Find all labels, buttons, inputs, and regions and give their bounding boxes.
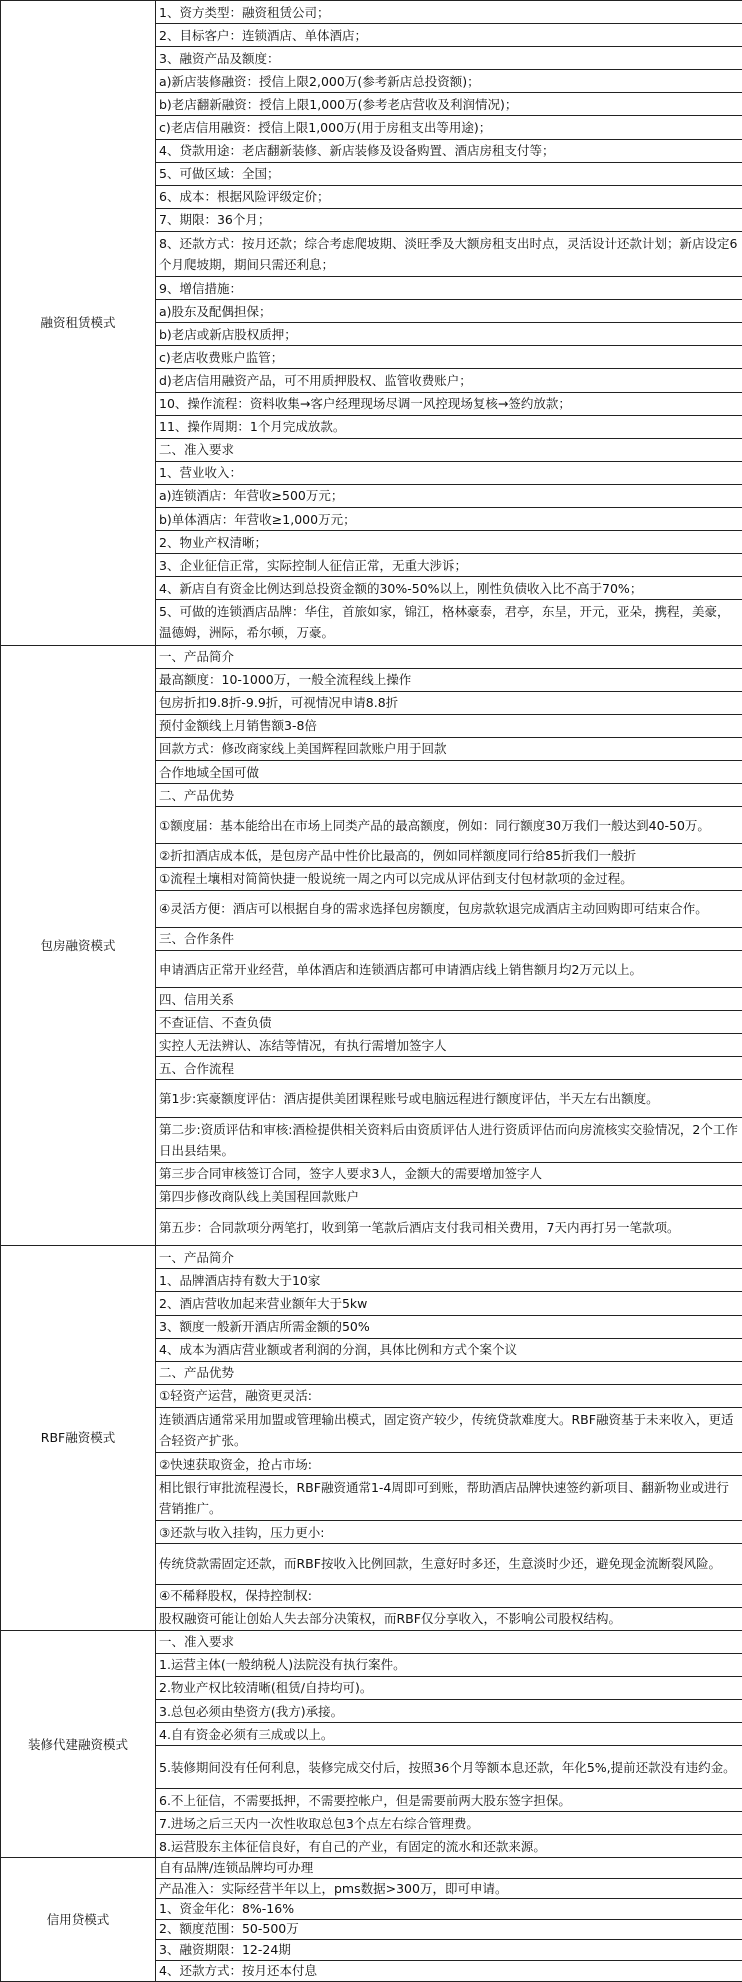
detail-line: 第五步：合同款项分两笔打，收到第一笔款后酒店支付我司相关费用，7天内再打另一笔款项。 bbox=[156, 1209, 742, 1246]
category-cell: 包房融资模式 bbox=[1, 645, 156, 1246]
detail-line: 1.运营主体(一般纳税人)法院没有执行案件。 bbox=[156, 1653, 742, 1676]
detail-line: ①流程土壤相对简简快捷一般说统一周之内可以完成从评估到支付包材款项的金过程。 bbox=[156, 867, 742, 890]
detail-line: 8.运营股东主体征信良好，有自己的产业，有固定的流水和还款来源。 bbox=[156, 1835, 742, 1858]
detail-line: 预付金额线上月销售额3-8倍 bbox=[156, 714, 742, 737]
detail-line: 3、融资期限：12-24期 bbox=[156, 1940, 742, 1960]
detail-line: 四、信用关系 bbox=[156, 988, 742, 1011]
detail-line: 1、资方类型：融资租赁公司； bbox=[156, 1, 742, 24]
detail-line: 3、融资产品及额度： bbox=[156, 47, 742, 70]
detail-line: 4、还款方式：按月还本付息 bbox=[156, 1960, 742, 1981]
detail-line: 二、准入要求 bbox=[156, 438, 742, 461]
detail-line: 4.自有资金必须有三成或以上。 bbox=[156, 1723, 742, 1746]
detail-line: d)老店信用融资产品，可不用质押股权、监管收费账户； bbox=[156, 369, 742, 392]
detail-line: 五、合作流程 bbox=[156, 1057, 742, 1080]
table-row bbox=[1, 1246, 742, 1269]
detail-line: a)新店装修融资：授信上限2,000万(参考新店总投资额)； bbox=[156, 70, 742, 93]
category-cell: 信用贷模式 bbox=[1, 1858, 156, 1982]
detail-line: 第二步:资质评估和审核:酒检提供相关资料后由资质评估人进行资质评估而向房流核实交验情况，2个工作日出县结果。 bbox=[156, 1117, 742, 1162]
detail-line: 11、操作周期：1个月完成放款。 bbox=[156, 415, 742, 438]
detail-line: 二、产品优势 bbox=[156, 1361, 742, 1384]
category-cell: 融资租赁模式 bbox=[1, 1, 156, 646]
detail-line: 实控人无法辨认、冻结等情况，有执行需增加签字人 bbox=[156, 1034, 742, 1057]
detail-line: ④灵活方便：酒店可以根据自身的需求选择包房额度，包房款软退完成酒店主动回购即可结束合作。 bbox=[156, 890, 742, 927]
detail-line: ②折扣酒店成本低，是包房产品中性价比最高的，例如同样额度同行给85折我们一般折 bbox=[156, 844, 742, 867]
detail-line: 一、产品简介 bbox=[156, 1246, 742, 1269]
detail-line: 3、企业征信正常，实际控制人征信正常，无重大涉诉； bbox=[156, 554, 742, 577]
detail-line: 3、额度一般新开酒店所需金额的50% bbox=[156, 1315, 742, 1338]
detail-line: c)老店收费账户监管； bbox=[156, 346, 742, 369]
detail-line: 4、新店自有资金比例达到总投资金额的30%-50%以上，刚性负债收入比不高于70%； bbox=[156, 577, 742, 600]
detail-line: 产品准入：实际经营半年以上，pms数据>300万，即可申请。 bbox=[156, 1878, 742, 1898]
detail-line: 回款方式：修改商家线上美国辉程回款账户用于回款 bbox=[156, 737, 742, 760]
detail-line: 三、合作条件 bbox=[156, 927, 742, 950]
detail-line: 不查证信、不查负债 bbox=[156, 1011, 742, 1034]
detail-line: 最高额度：10-1000万，一般全流程线上操作 bbox=[156, 668, 742, 691]
detail-line: ①轻资产运营，融资更灵活: bbox=[156, 1384, 742, 1407]
detail-line: ①额度届：基本能给出在市场上同类产品的最高额度，例如：同行额度30万我们一般达到40-50万。 bbox=[156, 807, 742, 844]
detail-line: 5、可做的连锁酒店品牌：华住，首旅如家，锦江，格林豪泰，君亭，东呈，开元，亚朵，携程，美豪，温德姆，洲际，希尔顿，万豪。 bbox=[156, 600, 742, 645]
detail-line: b)老店翻新融资：授信上限1,000万(参考老店营收及利润情况)； bbox=[156, 93, 742, 116]
detail-line: b)老店或新店股权质押； bbox=[156, 323, 742, 346]
detail-line: 6.不上征信，不需要抵押，不需要控帐户，但是需要前两大股东签字担保。 bbox=[156, 1789, 742, 1812]
table-row bbox=[1, 1, 742, 24]
detail-line: c)老店信用融资：授信上限1,000万(用于房租支出等用途)； bbox=[156, 116, 742, 139]
table-row bbox=[1, 1630, 742, 1653]
detail-line: 10、操作流程：资料收集→客户经理现场尽调一风控现场复核→签约放款； bbox=[156, 392, 742, 415]
detail-line: ②快速获取资金，抢占市场: bbox=[156, 1453, 742, 1476]
category-cell: 装修代建融资模式 bbox=[1, 1630, 156, 1858]
detail-line: a)连锁酒店：年营收≥500万元； bbox=[156, 484, 742, 507]
detail-line: 9、增信措施： bbox=[156, 277, 742, 300]
detail-line: ④不稀释股权，保持控制权: bbox=[156, 1584, 742, 1607]
detail-line: 2、物业产权清晰； bbox=[156, 531, 742, 554]
detail-line: 2、酒店营收加起来营业额年大于5kw bbox=[156, 1292, 742, 1315]
detail-line: 1、营业收入： bbox=[156, 461, 742, 484]
detail-line: 5.装修期间没有任何利息，装修完成交付后，按照36个月等额本息还款，年化5%,提前还款没有违约金。 bbox=[156, 1746, 742, 1789]
detail-line: 3.总包必须由垫资方(我方)承接。 bbox=[156, 1700, 742, 1723]
detail-line: b)单体酒店：年营收≥1,000万元； bbox=[156, 508, 742, 531]
detail-line: 合作地域全国可做 bbox=[156, 761, 742, 784]
detail-line: 2、目标客户：连锁酒店、单体酒店； bbox=[156, 24, 742, 47]
table-row bbox=[1, 1858, 742, 1878]
detail-line: 包房折扣9.8折-9.9折，可视情况申请8.8折 bbox=[156, 691, 742, 714]
detail-line: 6、成本：根据风险评级定价； bbox=[156, 185, 742, 208]
detail-line: 连锁酒店通常采用加盟或管理输出模式，固定资产较少，传统贷款难度大。RBF融资基于未来收入，更适合轻资产扩张。 bbox=[156, 1407, 742, 1452]
detail-line: 股权融资可能让创始人失去部分决策权，而RBF仅分享收入，不影响公司股权结构。 bbox=[156, 1607, 742, 1630]
detail-line: 第四步修改商队线上美国程回款账户 bbox=[156, 1185, 742, 1208]
detail-line: 1、品牌酒店持有数大于10家 bbox=[156, 1269, 742, 1292]
detail-line: 4、贷款用途：老店翻新装修、新店装修及设备购置、酒店房租支付等； bbox=[156, 139, 742, 162]
category-cell: RBF融资模式 bbox=[1, 1246, 156, 1631]
detail-line: 第1步:宾豪额度评估：酒店提供美团课程账号或电脑远程进行额度评估，半天左右出额度。 bbox=[156, 1080, 742, 1117]
detail-line: ③还款与收入挂钩，压力更小: bbox=[156, 1521, 742, 1544]
detail-line: 第三步合同审核签订合同，签字人要求3人，金额大的需要增加签字人 bbox=[156, 1162, 742, 1185]
detail-line: 4、成本为酒店营业额或者利润的分润，具体比例和方式个案个议 bbox=[156, 1338, 742, 1361]
detail-line: 传统贷款需固定还款，而RBF按收入比例回款，生意好时多还，生意淡时少还，避免现金流断裂风险。 bbox=[156, 1544, 742, 1584]
table-row bbox=[1, 645, 742, 668]
detail-line: 申请酒店正常开业经营，单体酒店和连锁酒店都可申请酒店线上销售额月均2万元以上。 bbox=[156, 950, 742, 987]
detail-line: a)股东及配偶担保； bbox=[156, 300, 742, 323]
detail-line: 2.物业产权比较清晰(租赁/自持均可)。 bbox=[156, 1676, 742, 1699]
detail-line: 自有品牌/连锁品牌均可办理 bbox=[156, 1858, 742, 1878]
detail-line: 2、额度范围：50-500万 bbox=[156, 1919, 742, 1939]
detail-line: 相比银行审批流程漫长，RBF融资通常1-4周即可到账，帮助酒店品牌快速签约新项目、翻新物业或进行营销推广。 bbox=[156, 1476, 742, 1521]
detail-line: 7.进场之后三天内一次性收取总包3个点左右综合管理费。 bbox=[156, 1812, 742, 1835]
table-body bbox=[1, 1, 742, 1982]
detail-line: 7、期限：36个月； bbox=[156, 208, 742, 231]
detail-line: 二、产品优势 bbox=[156, 784, 742, 807]
detail-line: 一、产品简介 bbox=[156, 645, 742, 668]
detail-line: 8、还款方式：按月还款；综合考虑爬坡期、淡旺季及大额房租支出时点，灵活设计还款计划；新店设定6个月爬坡期，期间只需还利息； bbox=[156, 231, 742, 276]
detail-line: 5、可做区域：全国； bbox=[156, 162, 742, 185]
detail-line: 一、准入要求 bbox=[156, 1630, 742, 1653]
detail-line: 1、资金年化：8%-16% bbox=[156, 1899, 742, 1919]
